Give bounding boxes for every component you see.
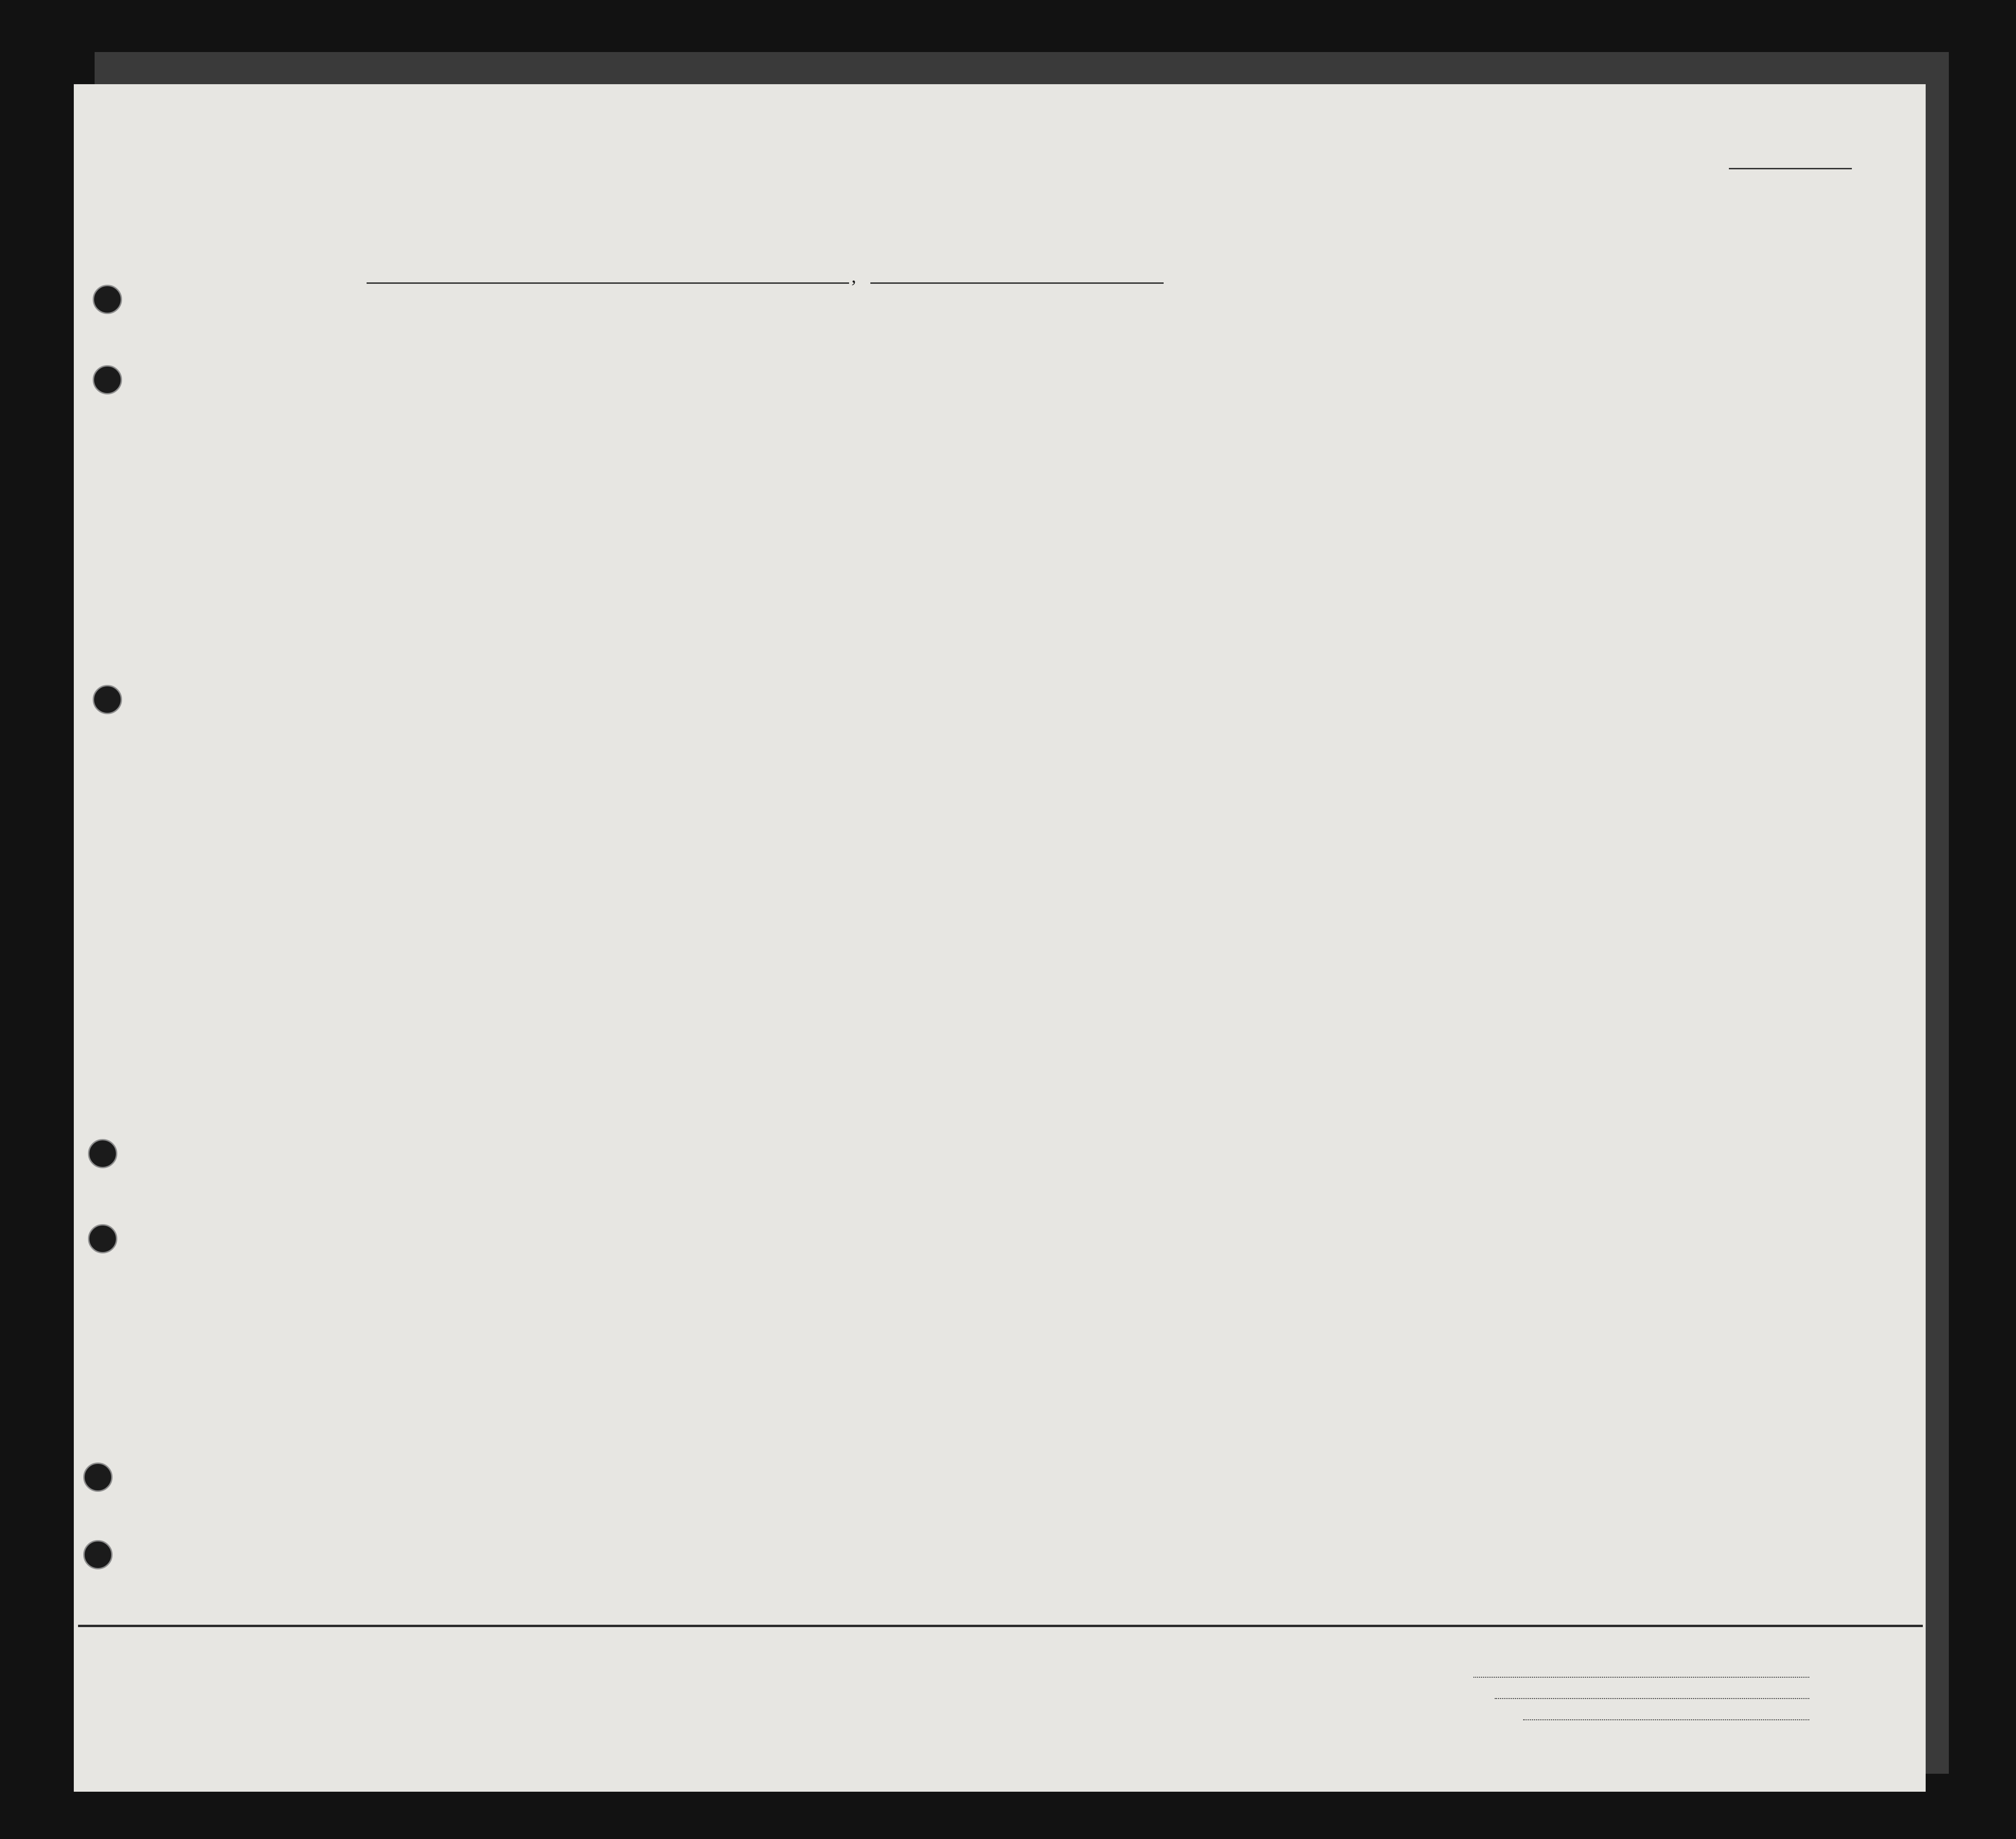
binder-hole	[83, 1540, 113, 1569]
date-underline	[870, 282, 1164, 284]
owners-field	[1495, 1698, 1809, 1699]
binder-hole	[93, 285, 122, 314]
binder-hole	[88, 1139, 117, 1168]
footer-divider	[78, 1625, 1923, 1627]
local-agents-field	[1523, 1719, 1809, 1720]
line-field	[1473, 1677, 1809, 1678]
binder-hole	[88, 1224, 117, 1253]
binder-hole	[83, 1462, 113, 1492]
manifest-sheet	[74, 84, 1926, 1792]
binder-hole	[93, 685, 122, 714]
list-underline	[1729, 168, 1852, 169]
port-underline	[367, 282, 849, 284]
binder-hole	[93, 365, 122, 394]
